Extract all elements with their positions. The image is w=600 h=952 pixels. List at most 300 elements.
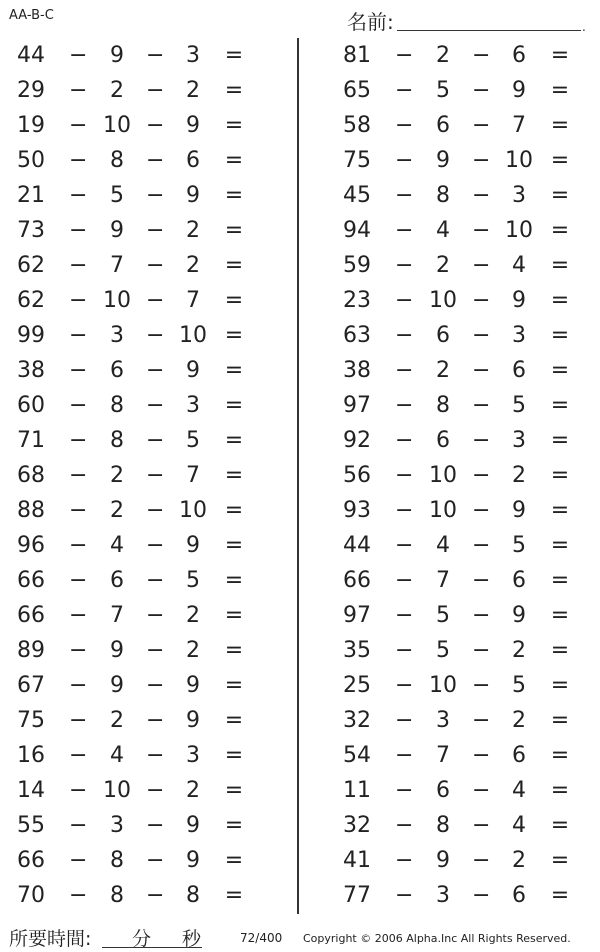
equals-sign: = [224,358,244,383]
subtrahend-1: 9 [110,43,124,68]
minuend: 38 [17,358,45,383]
subtrahend-1: 3 [436,883,450,908]
equals-sign: = [550,743,570,768]
equals-sign: = [550,848,570,873]
minuend: 21 [17,183,45,208]
minus-sign: − [472,673,491,698]
subtrahend-2: 9 [186,533,200,558]
subtrahend-2: 2 [512,708,526,733]
equals-sign: = [550,148,570,173]
equals-sign: = [224,883,244,908]
minus-sign: − [69,708,88,733]
subtrahend-2: 6 [512,743,526,768]
subtrahend-2: 3 [186,743,200,768]
minus-sign: − [472,323,491,348]
minus-sign: − [146,113,165,138]
problem-row [0,249,270,284]
minuend: 58 [343,113,371,138]
subtrahend-2: 9 [186,113,200,138]
subtrahend-1: 9 [110,638,124,663]
subtrahend-2: 2 [186,78,200,103]
minus-sign: − [472,498,491,523]
minus-sign: − [69,603,88,628]
problem-row [0,144,270,179]
subtrahend-1: 5 [110,183,124,208]
minus-sign: − [472,253,491,278]
minus-sign: − [69,148,88,173]
subtrahend-2: 6 [512,883,526,908]
minus-sign: − [472,43,491,68]
problem-row [326,704,596,739]
subtrahend-1: 4 [110,533,124,558]
minus-sign: − [395,43,414,68]
problem-row [0,739,270,774]
minus-sign: − [69,113,88,138]
problem-row [326,529,596,564]
minuend: 11 [343,778,371,803]
subtrahend-2: 2 [512,638,526,663]
subtrahend-2: 9 [186,813,200,838]
equals-sign: = [224,78,244,103]
equals-sign: = [550,673,570,698]
minuend: 60 [17,393,45,418]
minuend: 32 [343,708,371,733]
minuend: 77 [343,883,371,908]
equals-sign: = [224,848,244,873]
minus-sign: − [69,218,88,243]
minus-sign: − [146,288,165,313]
equals-sign: = [224,533,244,558]
equals-sign: = [550,533,570,558]
minus-sign: − [395,813,414,838]
minuend: 23 [343,288,371,313]
subtrahend-1: 6 [436,778,450,803]
problem-row [326,144,596,179]
equals-sign: = [224,673,244,698]
subtrahend-2: 9 [186,183,200,208]
equals-sign: = [550,183,570,208]
subtrahend-2: 2 [186,778,200,803]
minus-sign: − [395,148,414,173]
minus-sign: − [146,43,165,68]
minus-sign: − [395,323,414,348]
subtrahend-1: 2 [110,708,124,733]
subtrahend-1: 6 [110,568,124,593]
minus-sign: − [69,498,88,523]
problem-row [0,74,270,109]
subtrahend-2: 7 [512,113,526,138]
subtrahend-2: 9 [512,78,526,103]
minus-sign: − [395,393,414,418]
subtrahend-1: 10 [429,498,457,523]
minus-sign: − [69,253,88,278]
equals-sign: = [224,288,244,313]
minus-sign: − [146,393,165,418]
equals-sign: = [550,638,570,663]
subtrahend-1: 8 [110,428,124,453]
subtrahend-2: 7 [186,463,200,488]
minuend: 44 [343,533,371,558]
minuend: 71 [17,428,45,453]
minuend: 32 [343,813,371,838]
right-problem-column [326,39,596,914]
page-number: 72/400 [240,931,283,945]
minus-sign: − [472,393,491,418]
minuend: 16 [17,743,45,768]
subtrahend-2: 5 [186,568,200,593]
problem-row [0,634,270,669]
problem-row [326,109,596,144]
minus-sign: − [146,568,165,593]
equals-sign: = [224,568,244,593]
subtrahend-1: 3 [110,323,124,348]
subtrahend-2: 2 [186,603,200,628]
minus-sign: − [472,358,491,383]
minuend: 38 [343,358,371,383]
minus-sign: − [146,778,165,803]
minus-sign: − [395,183,414,208]
minus-sign: − [146,533,165,558]
minus-sign: − [69,43,88,68]
minus-sign: − [472,218,491,243]
problem-row [326,844,596,879]
equals-sign: = [550,288,570,313]
minutes-unit: 分 [132,928,152,950]
minus-sign: − [472,428,491,453]
name-field [347,6,587,32]
minus-sign: − [146,78,165,103]
minus-sign: − [146,603,165,628]
minus-sign: − [472,743,491,768]
problem-row [0,214,270,249]
subtrahend-1: 7 [110,603,124,628]
equals-sign: = [550,883,570,908]
equals-sign: = [550,498,570,523]
minus-sign: − [69,533,88,558]
minus-sign: − [472,813,491,838]
minus-sign: − [395,218,414,243]
subtrahend-2: 9 [186,673,200,698]
subtrahend-1: 2 [436,358,450,383]
subtrahend-2: 10 [505,148,533,173]
equals-sign: = [550,218,570,243]
minus-sign: − [69,813,88,838]
equals-sign: = [550,568,570,593]
minuend: 66 [17,568,45,593]
problem-row [326,284,596,319]
subtrahend-1: 6 [110,358,124,383]
minus-sign: − [69,568,88,593]
subtrahend-2: 5 [186,428,200,453]
problem-row [326,774,596,809]
subtrahend-1: 5 [436,638,450,663]
problem-row [326,459,596,494]
minus-sign: − [395,638,414,663]
minuend: 19 [17,113,45,138]
equals-sign: = [224,498,244,523]
minuend: 66 [17,603,45,628]
minuend: 62 [17,253,45,278]
equals-sign: = [550,778,570,803]
subtrahend-2: 6 [512,358,526,383]
minuend: 67 [17,673,45,698]
equals-sign: = [550,43,570,68]
problem-row [0,319,270,354]
minus-sign: − [395,708,414,733]
minus-sign: − [472,78,491,103]
subtrahend-2: 5 [512,533,526,558]
left-problem-column [0,39,270,914]
subtrahend-2: 6 [512,43,526,68]
equals-sign: = [224,778,244,803]
subtrahend-2: 6 [186,148,200,173]
problem-row [326,214,596,249]
footer [0,924,600,952]
minus-sign: − [395,463,414,488]
subtrahend-1: 10 [429,288,457,313]
name-blank-line [397,30,581,31]
minus-sign: − [69,183,88,208]
subtrahend-1: 4 [436,533,450,558]
subtrahend-1: 7 [436,743,450,768]
subtrahend-2: 9 [512,498,526,523]
minuend: 55 [17,813,45,838]
minuend: 14 [17,778,45,803]
problem-row [0,529,270,564]
problem-row [326,809,596,844]
subtrahend-1: 2 [436,43,450,68]
minuend: 50 [17,148,45,173]
subtrahend-1: 10 [103,288,131,313]
minus-sign: − [472,638,491,663]
equals-sign: = [224,253,244,278]
minus-sign: − [395,358,414,383]
minus-sign: − [395,848,414,873]
equals-sign: = [224,43,244,68]
minus-sign: − [146,463,165,488]
minuend: 89 [17,638,45,663]
minus-sign: − [69,393,88,418]
minus-sign: − [395,253,414,278]
equals-sign: = [224,603,244,628]
subtrahend-1: 8 [436,393,450,418]
equals-sign: = [224,218,244,243]
subtrahend-1: 8 [110,883,124,908]
problem-row [0,39,270,74]
equals-sign: = [224,113,244,138]
minus-sign: − [69,778,88,803]
minuend: 45 [343,183,371,208]
problem-row [0,564,270,599]
minuend: 66 [343,568,371,593]
subtrahend-2: 2 [512,848,526,873]
minus-sign: − [472,148,491,173]
equals-sign: = [550,708,570,733]
minus-sign: − [69,743,88,768]
copyright: Copyright © 2006 Alpha.Inc All Rights Reserved. [303,932,571,945]
minuend: 56 [343,463,371,488]
subtrahend-2: 9 [186,708,200,733]
problem-row [0,354,270,389]
equals-sign: = [224,393,244,418]
minuend: 70 [17,883,45,908]
subtrahend-1: 8 [110,148,124,173]
subtrahend-1: 10 [103,113,131,138]
equals-sign: = [550,253,570,278]
name-label: 名前: [347,10,394,34]
minus-sign: − [472,463,491,488]
minus-sign: − [146,183,165,208]
minus-sign: − [395,673,414,698]
equals-sign: = [550,463,570,488]
subtrahend-2: 10 [179,323,207,348]
subtrahend-1: 9 [436,848,450,873]
equals-sign: = [224,743,244,768]
equals-sign: = [224,148,244,173]
problem-row [326,319,596,354]
minus-sign: − [146,323,165,348]
minuend: 41 [343,848,371,873]
minus-sign: − [395,78,414,103]
subtrahend-1: 8 [110,848,124,873]
subtrahend-1: 3 [110,813,124,838]
subtrahend-2: 4 [512,253,526,278]
subtrahend-2: 6 [512,568,526,593]
equals-sign: = [550,323,570,348]
minus-sign: − [146,848,165,873]
equals-sign: = [224,708,244,733]
subtrahend-1: 2 [110,78,124,103]
minus-sign: − [146,743,165,768]
problem-row [326,669,596,704]
minus-sign: − [69,463,88,488]
subtrahend-2: 9 [512,288,526,313]
minuend: 97 [343,603,371,628]
problem-row [0,879,270,914]
problem-row [0,389,270,424]
equals-sign: = [550,603,570,628]
minus-sign: − [69,428,88,453]
subtrahend-1: 8 [436,813,450,838]
subtrahend-2: 10 [179,498,207,523]
subtrahend-2: 9 [512,603,526,628]
subtrahend-1: 7 [436,568,450,593]
problem-row [326,389,596,424]
subtrahend-1: 9 [436,148,450,173]
minuend: 73 [17,218,45,243]
problem-row [326,39,596,74]
problem-row [0,599,270,634]
subtrahend-1: 2 [110,498,124,523]
minus-sign: − [472,603,491,628]
subtrahend-2: 9 [186,358,200,383]
equals-sign: = [550,393,570,418]
subtrahend-1: 8 [436,183,450,208]
minuend: 44 [17,43,45,68]
minus-sign: − [395,603,414,628]
minus-sign: − [69,638,88,663]
problem-row [0,774,270,809]
problem-row [326,739,596,774]
subtrahend-2: 9 [186,848,200,873]
problem-row [0,494,270,529]
equals-sign: = [550,358,570,383]
time-label: 所要時間: [9,928,92,950]
problem-row [0,179,270,214]
minuend: 62 [17,288,45,313]
minuend: 94 [343,218,371,243]
subtrahend-2: 5 [512,393,526,418]
minuend: 54 [343,743,371,768]
subtrahend-1: 9 [110,673,124,698]
equals-sign: = [550,428,570,453]
subtrahend-2: 3 [186,393,200,418]
minuend: 65 [343,78,371,103]
minuend: 35 [343,638,371,663]
problem-row [326,354,596,389]
minus-sign: − [146,218,165,243]
equals-sign: = [550,813,570,838]
problem-row [326,74,596,109]
subtrahend-2: 7 [186,288,200,313]
minus-sign: − [472,533,491,558]
minuend: 93 [343,498,371,523]
minus-sign: − [472,113,491,138]
subtrahend-2: 2 [186,218,200,243]
problem-row [326,424,596,459]
subtrahend-2: 4 [512,813,526,838]
minuend: 75 [17,708,45,733]
equals-sign: = [224,323,244,348]
subtrahend-2: 3 [512,323,526,348]
minus-sign: − [472,288,491,313]
problem-row [326,179,596,214]
column-divider [297,38,299,914]
seconds-unit: 秒 [182,928,202,950]
minus-sign: − [69,323,88,348]
minuend: 59 [343,253,371,278]
minus-sign: − [146,673,165,698]
minus-sign: − [472,708,491,733]
subtrahend-1: 8 [110,393,124,418]
minuend: 81 [343,43,371,68]
minuend: 66 [17,848,45,873]
problem-row [326,249,596,284]
minus-sign: − [395,533,414,558]
minus-sign: − [472,848,491,873]
minuend: 92 [343,428,371,453]
subtrahend-1: 6 [436,428,450,453]
problem-row [0,109,270,144]
subtrahend-1: 10 [429,463,457,488]
problem-row [326,879,596,914]
minus-sign: − [472,883,491,908]
minus-sign: − [395,883,414,908]
minuend: 29 [17,78,45,103]
problem-row [0,424,270,459]
minus-sign: − [69,883,88,908]
subtrahend-1: 6 [436,113,450,138]
name-end-mark: . [582,20,586,34]
equals-sign: = [224,183,244,208]
minus-sign: − [146,358,165,383]
equals-sign: = [550,113,570,138]
problem-row [0,459,270,494]
minus-sign: − [69,288,88,313]
subtrahend-2: 3 [512,428,526,453]
subtrahend-2: 2 [512,463,526,488]
minus-sign: − [146,638,165,663]
